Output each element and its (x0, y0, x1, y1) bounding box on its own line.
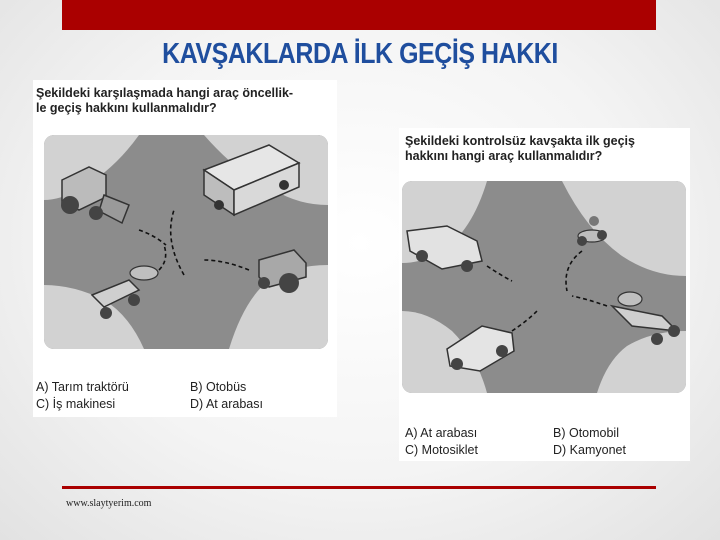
left-answer-d: D) At arabası (190, 397, 263, 411)
left-intersection-illustration (44, 135, 328, 349)
right-question-line2: hakkını hangi araç kullanmalıdır? (405, 149, 603, 163)
left-question-line2: le geçiş hakkını kullanmalıdır? (36, 101, 217, 115)
right-answer-a: A) At arabası (405, 426, 478, 440)
right-answer-b: B) Otomobil (553, 426, 619, 440)
top-accent-bar (62, 0, 656, 30)
left-question-line1: Şekildeki karşılaşmada hangi araç öncellik- (36, 86, 294, 100)
left-answer-c: C) İş makinesi (36, 397, 116, 411)
right-answer-c: C) Motosiklet (405, 443, 478, 457)
left-intersection-svg (44, 135, 328, 349)
left-answer-b: B) Otobüs (190, 380, 247, 394)
right-question-panel (399, 128, 690, 461)
right-intersection-svg (402, 181, 686, 393)
right-answer-d: D) Kamyonet (553, 443, 626, 457)
right-intersection-illustration (402, 181, 686, 393)
left-question-panel (33, 80, 337, 417)
slide-title: KAVŞAKLARDA İLK GEÇİŞ HAKKI (162, 38, 558, 70)
bottom-accent-line (62, 486, 656, 489)
left-answer-a: A) Tarım traktörü (36, 380, 129, 394)
footer-url: www.slaytyerim.com (66, 498, 152, 509)
right-question-line1: Şekildeki kontrolsüz kavşakta ilk geçiş (405, 134, 635, 148)
